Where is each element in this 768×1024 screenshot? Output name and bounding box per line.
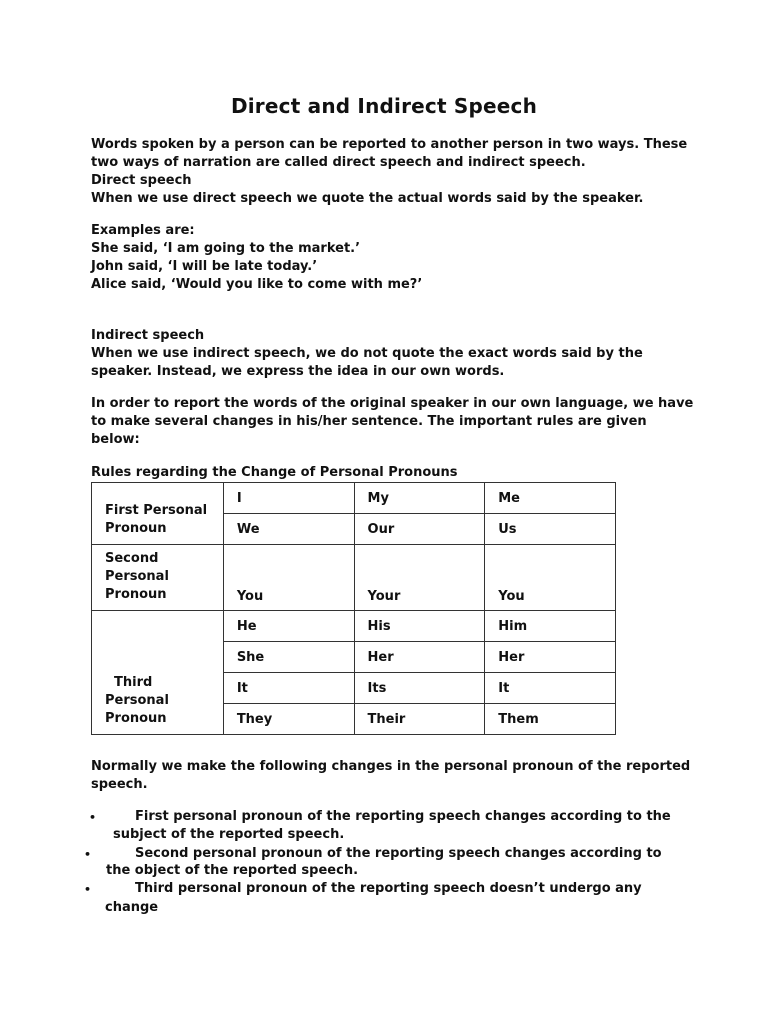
indirect-definition-line-1: When we use indirect speech, we do not quote the exact words said by the <box>91 346 643 361</box>
rules-intro-line-2: to make several changes in his/her sentence. The important rules are given <box>91 414 647 429</box>
direct-speech-heading: Direct speech <box>91 173 192 188</box>
second-person-label-line: Second <box>105 551 159 566</box>
table-cell: My <box>354 483 485 514</box>
second-person-label-line: Pronoun <box>105 587 167 602</box>
third-person-label <box>92 611 224 735</box>
indirect-definition-line-2: speaker. Instead, we express the idea in our own words. <box>91 364 505 379</box>
third-person-label-line: Personal <box>105 693 169 708</box>
table-cell: They <box>223 704 354 735</box>
bullet-3-line-1: Third personal pronoun of the reporting speech doesn’t undergo any <box>135 881 642 896</box>
rules-intro-line-3: below: <box>91 432 140 447</box>
table-row <box>92 483 616 514</box>
bullet-2-line-1: Second personal pronoun of the reporting speech changes according to <box>135 846 662 861</box>
bullet-dot: • <box>89 811 97 824</box>
document-title: Direct and Indirect Speech <box>230 94 538 118</box>
table-cell: You <box>223 545 354 611</box>
table-cell: Its <box>354 673 485 704</box>
table-row <box>92 545 616 611</box>
changes-intro-line-2: speech. <box>91 777 148 792</box>
pronoun-table <box>91 482 616 735</box>
bullet-3-line-2: change <box>105 900 159 915</box>
bullet-1-line-1: First personal pronoun of the reporting speech changes according to the <box>135 809 671 824</box>
second-person-label-line: Personal <box>105 569 169 584</box>
intro-line-1: Words spoken by a person can be reported to another person in two ways. These <box>91 137 688 152</box>
table-cell: Your <box>354 545 485 611</box>
direct-speech-definition: When we use direct speech we quote the actual words said by the speaker. <box>91 191 644 206</box>
third-person-label-line: Pronoun <box>105 711 167 726</box>
changes-intro-line-1: Normally we make the following changes in the personal pronoun of the reported <box>91 759 691 774</box>
bullet-2-line-2: the object of the reported speech. <box>106 863 359 878</box>
examples-heading: Examples are: <box>91 223 195 238</box>
second-person-label <box>92 545 224 611</box>
bullet-1-line-2: subject of the reported speech. <box>113 827 345 842</box>
table-row <box>92 611 616 642</box>
third-person-label-line: Third <box>105 675 153 690</box>
table-cell: Him <box>485 611 616 642</box>
rules-intro-line-1: In order to report the words of the original speaker in our own language, we have <box>91 396 694 411</box>
table-cell: Her <box>485 642 616 673</box>
table-cell: Me <box>485 483 616 514</box>
table-cell: Our <box>354 514 485 545</box>
table-cell: Her <box>354 642 485 673</box>
example-2: John said, ‘I will be late today.’ <box>91 259 318 274</box>
table-cell: It <box>485 673 616 704</box>
first-person-label-line: Pronoun <box>105 521 167 536</box>
table-cell: You <box>485 545 616 611</box>
table-cell: I <box>223 483 354 514</box>
first-person-label <box>92 483 224 545</box>
intro-line-2: two ways of narration are called direct speech and indirect speech. <box>91 155 586 170</box>
table-cell: Us <box>485 514 616 545</box>
table-caption: Rules regarding the Change of Personal Pronouns <box>91 465 458 480</box>
example-3: Alice said, ‘Would you like to come with me?’ <box>91 277 423 292</box>
first-person-label-line: First Personal <box>105 503 208 518</box>
table-cell: We <box>223 514 354 545</box>
table-cell: Them <box>485 704 616 735</box>
table-cell: He <box>223 611 354 642</box>
table-cell: She <box>223 642 354 673</box>
table-cell: Their <box>354 704 485 735</box>
example-1: She said, ‘I am going to the market.’ <box>91 241 361 256</box>
table-cell: His <box>354 611 485 642</box>
bullet-dot: • <box>84 883 92 896</box>
table-cell: It <box>223 673 354 704</box>
bullet-dot: • <box>84 848 92 861</box>
indirect-speech-heading: Indirect speech <box>91 328 205 343</box>
